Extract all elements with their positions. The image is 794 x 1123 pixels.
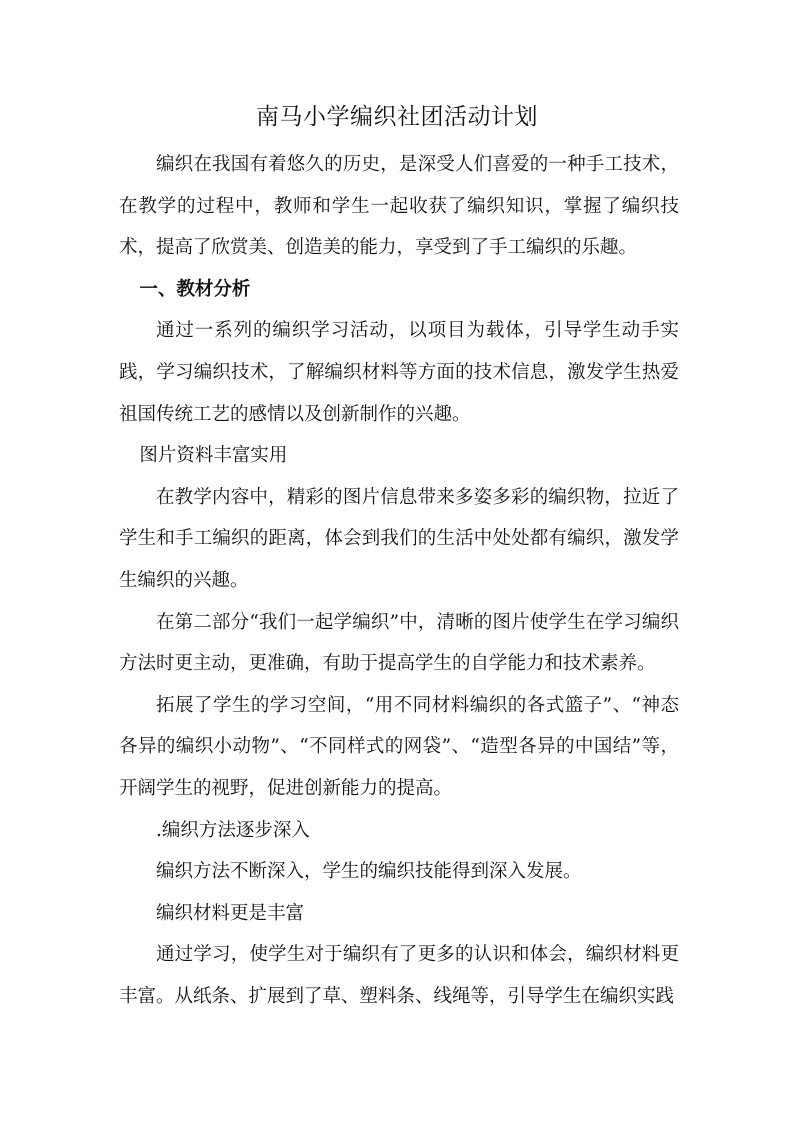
subheading: 编织材料更是丰富 [156,902,305,924]
subheading: 图片资料丰富实用 [139,445,288,467]
section-heading: 一、教材分析 [139,278,251,300]
body-paragraph: 在教学内容中，精彩的图片信息带来多姿多彩的编织物，拉近了学生和手工编织的距离，体会到我们的生活中处处都有编织，激发学生编织的兴趣。 [119,486,679,591]
subheading: .编织方法逐步深入 [156,819,310,841]
body-paragraph: 通过一系列的编织学习活动，以项目为载体，引导学生动手实践，学习编织技术，了解编织材料等方面的技术信息，激发学生热爱祖国传统工艺的感情以及创新制作的兴趣。 [119,320,679,425]
body-paragraph: 通过学习，使学生对于编织有了更多的认识和体会，编织材料更丰富。从纸条、扩展到了草、塑料条、线绳等，引导学生在编织实践 [119,944,679,1007]
body-paragraph: 拓展了学生的学习空间，“用不同材料编织的各式篮子”、“神态各异的编织小动物”、“不同样式的网袋”、“造型各异的中国结”等，开阔学生的视野，促进创新能力的提高。 [119,694,679,799]
document-body [119,144,679,1017]
body-paragraph: 编织方法不断深入，学生的编织技能得到深入发展。 [156,861,582,883]
body-paragraph: 在第二部分“我们一起学编织”中，清晰的图片使学生在学习编织方法时更主动，更准确，有助于提高学生的自学能力和技术素养。 [119,611,679,675]
page-title: 南马小学编织社团活动计划 [256,104,538,130]
intro-paragraph: 编织在我国有着悠久的历史，是深受人们喜爱的一种手工技术，在教学的过程中，教师和学生一起收获了编织知识，掌握了编织技术，提高了欣赏美、创造美的能力，享受到了手工编织的乐趣。 [119,154,679,259]
